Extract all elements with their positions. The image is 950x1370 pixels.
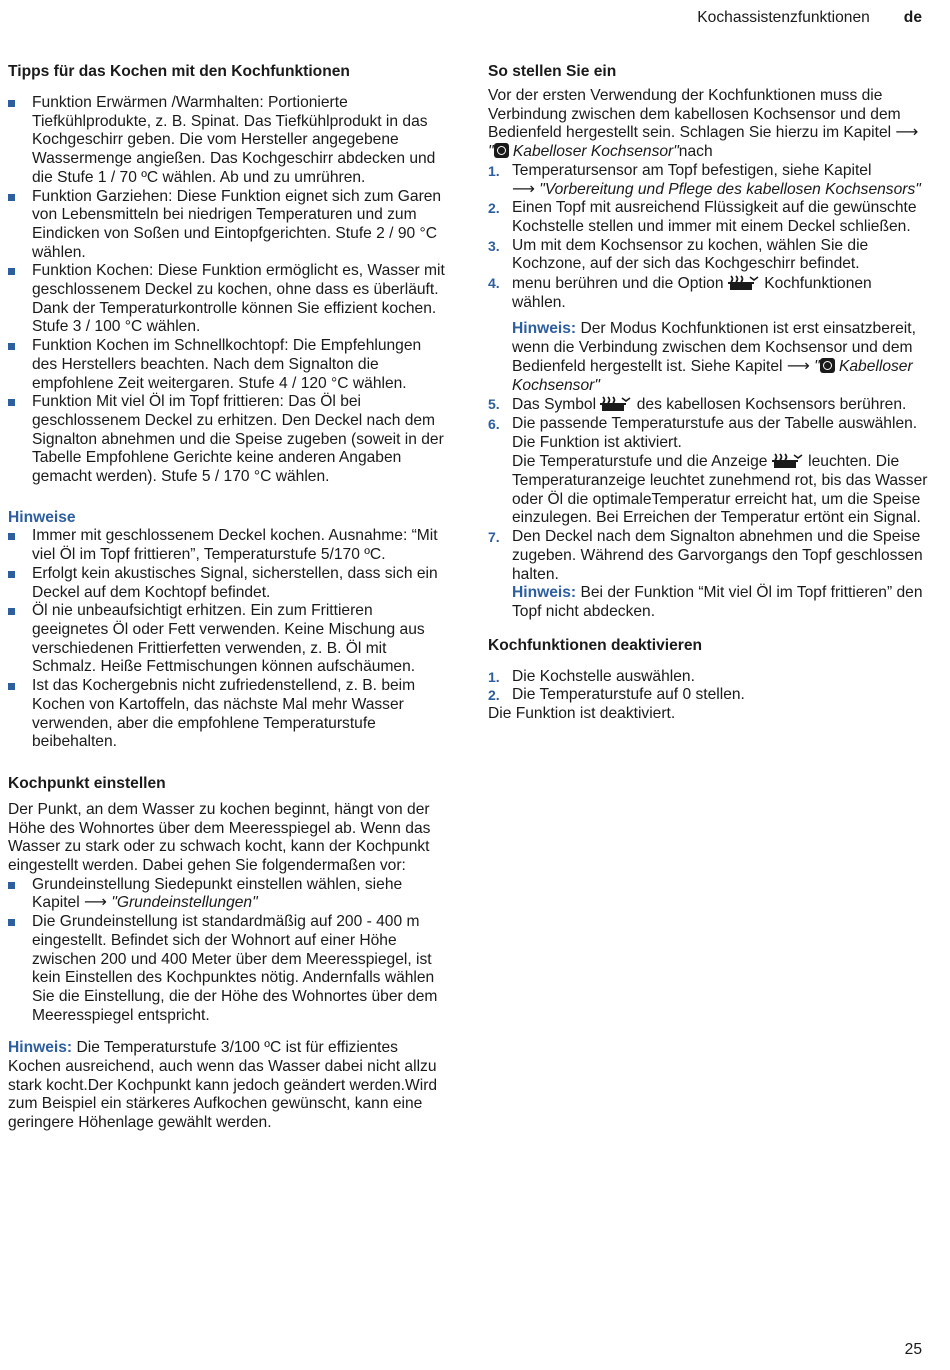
hint-label: Hinweis: (512, 584, 577, 602)
final-hint (8, 1039, 448, 1133)
bullet-square-icon (8, 919, 15, 926)
step-text: Um mit dem Kochsensor zu kochen, wählen Sie die Kochzone, auf der sich das Kochgeschirr befindet. (512, 236, 869, 273)
notes-title: Hinweise (8, 508, 76, 526)
setup-steps (488, 162, 928, 622)
page-number: 25 (904, 1341, 922, 1359)
chapter-reference[interactable]: "Vorbereitung und Pflege des kabellosen Kochsensors" (539, 180, 921, 198)
deactivate-heading: Kochfunktionen deaktivieren (488, 636, 703, 654)
pot-wave-icon (728, 274, 760, 291)
list-item-text: Funktion Erwärmen /Warmhalten: Portionierte Tiefkühlprodukte, z. B. Spinat. Das Tiefkühlprodukt in das Kochgeschirr geben. Die vom Hersteller angegebene Wassermenge angießen. Das Kochgeschirr abdecken und die Stufe 1 / 70 ºC wählen. Ab und zu umrühren. (32, 94, 436, 186)
step-number: 3. (488, 237, 500, 254)
setup-intro-tail: nach (678, 143, 713, 161)
sensor-icon (820, 358, 835, 373)
step-text: Die Temperaturstufe auf 0 stellen. (512, 686, 745, 704)
hint-text: Die Temperaturstufe 3/100 ºC ist für effizientes Kochen ausreichend, auch wenn das Wasser dabei nicht allzu stark kocht.Der Kochpunkt kann jedoch geändert werden.Wird zum Beispiel ein stärkeres Aufkochen gewünscht, kann eine geringere Höhenlage gewählt werden. (8, 1039, 438, 1132)
setup-heading: So stellen Sie ein (488, 63, 617, 80)
arrow-right-icon: ⟶ (84, 894, 107, 912)
setup-intro-text: Vor der ersten Verwendung der Kochfunktionen muss die Verbindung zwischen dem kabellosen Kochsensor und dem Bedienfeld hergestellt sein. Schlagen Sie hierzu im Kapitel (488, 87, 901, 142)
arrow-right-icon: ⟶ (786, 357, 810, 375)
list-item (8, 602, 448, 677)
list-item-text: Funktion Kochen: Diese Funktion ermöglicht es, Wasser mit geschlossenem Deckel zu kochen, ohne dass es überläuft. Dank der Temperaturkontrolle können Sie effizient kochen. Stufe 3 / 100 °C wählen. (32, 262, 445, 336)
left-column (8, 62, 448, 1133)
list-item (8, 393, 448, 487)
step-text: Kochfunktionen wählen. (512, 275, 872, 311)
list-item-text: Öl nie unbeaufsichtigt erhitzen. Ein zum Frittieren geeignetes Öl oder Fett verwenden. Keine Mischung aus verschiedenen Frittierfetten verwenden, z. B. Öl mit Schmalz. Heiße Fettmischungen können aufschäumen. (32, 602, 425, 676)
step-number: 1. (488, 668, 500, 685)
step-item (488, 668, 928, 687)
bullet-square-icon (8, 533, 15, 540)
list-item (8, 337, 448, 393)
step-text: Den Deckel nach dem Signalton abnehmen und die Speise zugeben. Während des Garvorgangs den Topf geschlossen halten. (512, 528, 923, 583)
bullet-square-icon (8, 608, 15, 615)
notes-list (8, 527, 448, 751)
arrow-right-icon: ⟶ (895, 124, 919, 142)
step-text: Die passende Temperaturstufe aus der Tabelle auswählen. (512, 414, 918, 432)
tips-heading: Tipps für das Kochen mit den Kochfunktionen (8, 63, 350, 80)
list-item (8, 876, 448, 913)
step-item (488, 686, 928, 705)
pot-wave-icon (600, 395, 632, 412)
right-column (488, 62, 928, 724)
step-text: Die Kochstelle auswählen. (512, 667, 695, 685)
bullet-square-icon (8, 683, 15, 690)
arrow-right-icon: ⟶ (512, 180, 535, 198)
bullet-square-icon (8, 268, 15, 275)
step-text: Das Symbol (512, 396, 597, 414)
header-section: Kochassistenzfunktionen (697, 9, 870, 26)
chapter-reference[interactable]: Kabelloser Kochsensor" (512, 357, 913, 394)
list-item (8, 262, 448, 337)
hint-label: Hinweis: (8, 1039, 73, 1057)
step-detail (512, 452, 928, 528)
hint-text: Bei der Funktion “Mit viel Öl im Topf frittieren” den Topf nicht abdecken. (512, 584, 923, 620)
step-number: 1. (488, 162, 500, 179)
step-hint (512, 584, 928, 621)
step-number: 4. (488, 275, 500, 292)
step-detail-text: Die Temperaturstufe und die Anzeige (512, 453, 768, 471)
list-item (8, 913, 448, 1025)
bullet-square-icon (8, 194, 15, 201)
list-item-text: Immer mit geschlossenem Deckel kochen. Ausnahme: “Mit viel Öl im Topf frittieren”, Temperaturstufe 5/170 ºC. (32, 527, 438, 564)
step-hint (512, 320, 928, 395)
page-header (697, 9, 922, 28)
quote-mark: " (488, 143, 494, 161)
sensor-icon (494, 143, 509, 158)
step-result: Die Funktion ist aktiviert. (512, 433, 682, 451)
step-text: menu berühren und die Option (512, 275, 724, 293)
list-item-text: Funktion Kochen im Schnellkochtopf: Die Empfehlungen des Herstellers beachten. Nach dem Signalton die empfohlene Zeit weitergaren. Stufe 4 / 120 °C wählen. (32, 337, 422, 392)
bullet-square-icon (8, 399, 15, 406)
boil-intro: Der Punkt, an dem Wasser zu kochen beginnt, hängt von der Höhe des Wohnortes über dem Meeresspiegel ab. Wenn das Wasser zu stark oder zu schwach kocht, kann der Kochpunkt eingestellt werden. Dabei gehen Sie folgendermaßen vor: (8, 800, 431, 875)
quote-mark: " (814, 357, 820, 375)
list-item-text: Funktion Mit viel Öl im Topf frittieren: Das Öl bei geschlossenem Deckel zu erhitzen. Den Deckel nach dem Signalton abnehmen und die Speise zugeben (soweit in der Tabelle Empfohlene Gerichte keine anderen Angaben gemacht werden). Stufe 5 / 170 °C wählen. (32, 393, 444, 486)
boil-list (8, 876, 448, 1026)
deactivate-steps (488, 668, 928, 705)
bullet-square-icon (8, 100, 15, 107)
step-number: 7. (488, 529, 500, 546)
list-item (8, 94, 448, 188)
list-item-text: Grundeinstellung Siedepunkt einstellen wählen, siehe Kapitel (32, 875, 403, 912)
step-item (488, 395, 928, 415)
list-item (8, 565, 448, 602)
hint-label: Hinweis: (512, 320, 577, 338)
step-text: Temperatursensor am Topf befestigen, siehe Kapitel (512, 161, 872, 179)
step-item (488, 199, 928, 236)
list-item (8, 677, 448, 752)
bullet-square-icon (8, 882, 15, 889)
bullet-square-icon (8, 343, 15, 350)
list-item-text: Funktion Garziehen: Diese Funktion eignet sich zum Garen von Lebensmitteln bei niedrigen Temperaturen und zum Eindicken von Soßen und Eintopfgerichten. Stufe 2 / 90 °C wählen. (32, 187, 442, 261)
bullet-square-icon (8, 571, 15, 578)
chapter-reference[interactable]: "Grundeinstellungen" (111, 894, 258, 912)
step-item (488, 162, 928, 199)
hint-text: Der Modus Kochfunktionen ist erst einsatzbereit, wenn die Verbindung zwischen dem Kochsensor und dem Bedienfeld hergestellt ist. Siehe Kapitel (512, 320, 916, 375)
step-text: Einen Topf mit ausreichend Flüssigkeit auf die gewünschte Kochstelle stellen und immer mit einem Deckel schließen. (512, 199, 917, 235)
list-item (8, 527, 448, 564)
step-number: 6. (488, 415, 500, 432)
boil-heading: Kochpunkt einstellen (8, 774, 166, 792)
step-item (488, 415, 928, 528)
step-number: 2. (488, 687, 500, 704)
step-text: des kabellosen Kochsensors berühren. (636, 396, 907, 414)
list-item-text: Erfolgt kein akustisches Signal, sicherstellen, dass sich ein Deckel auf dem Kochtopf befindet. (32, 564, 438, 601)
list-item (8, 188, 448, 263)
step-item (488, 237, 928, 274)
chapter-reference[interactable]: Kabelloser Kochsensor" (512, 143, 679, 161)
setup-intro (488, 87, 928, 162)
pot-wave-icon (772, 452, 804, 469)
list-item-text: Die Grundeinstellung ist standardmäßig auf 200 - 400 m eingestellt. Befindet sich der Wohnort auf einer Höhe zwischen 200 und 400 Meter über dem Meeresspiegel, ist kein Einstellen des Kochpunktes nötig. Andernfalls wählen Sie die Einstellung, die der Höhe des Wohnortes über dem Meeresspiegel entspricht. (32, 913, 438, 1024)
tips-list (8, 94, 448, 487)
header-language: de (903, 9, 922, 26)
step-detail-text: leuchten. Die Temperaturanzeige leuchtet zunehmend rot, bis das Wasser oder Öl die optimaleTemperatur erreicht hat, um die Speise einzulegen. Bei Erreichen der Temperatur ertönt ein Signal. (512, 453, 928, 527)
list-item-text: Ist das Kochergebnis nicht zufriedenstellend, z. B. beim Kochen von Kartoffeln, das nächste Mal mehr Wasser verwenden, aber die empfohlene Temperaturstufe beibehalten. (32, 677, 416, 751)
step-number: 2. (488, 200, 500, 217)
step-item (488, 528, 928, 622)
step-number: 5. (488, 396, 500, 413)
deactivate-result: Die Funktion ist deaktiviert. (488, 705, 676, 723)
step-item (488, 274, 928, 395)
